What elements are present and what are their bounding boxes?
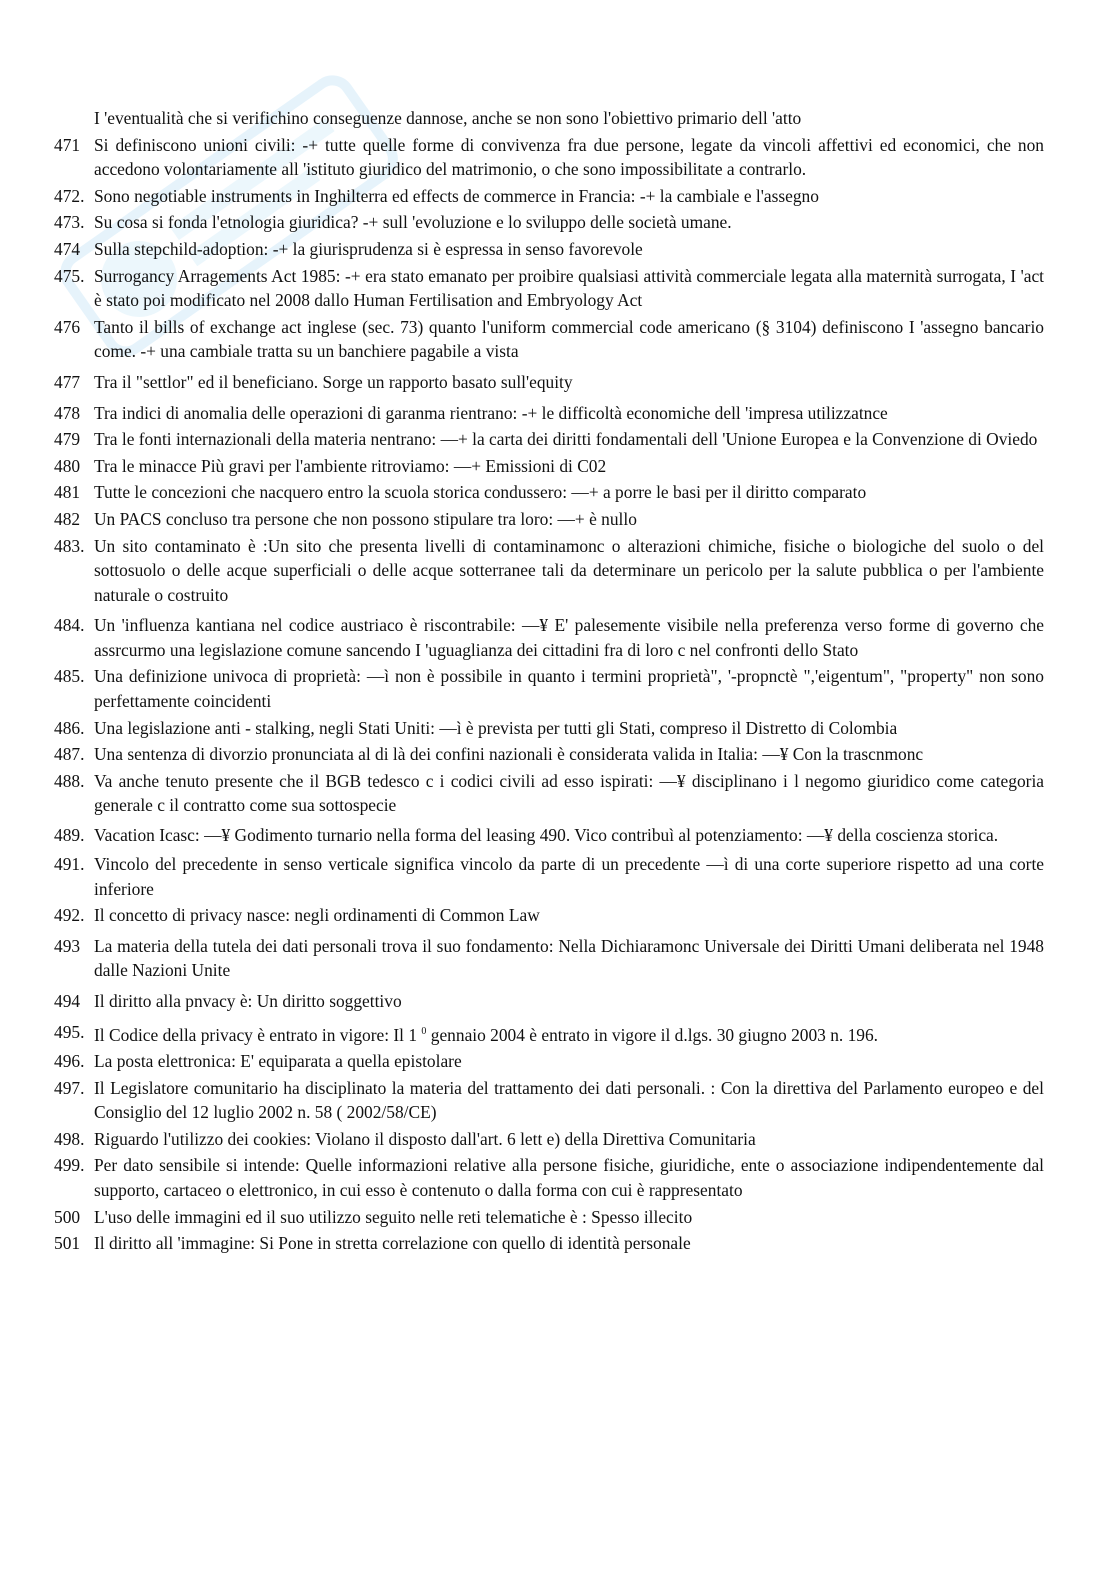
list-item <box>54 1205 1044 1230</box>
item-text: Un PACS concluso tra persone che non possono stipulare tra loro: —+ è nullo <box>94 508 637 529</box>
list-item <box>54 716 1044 741</box>
item-text: Una sentenza di divorzio pronunciata al di là dei confini nazionali è considerata valida in Italia: —¥ Con la trascnmonc <box>94 744 924 765</box>
item-text: Una definizione univoca di proprietà: —ì non è possibile in quanto i termini proprietà", '-propnctè ",'eigentum", "property" non sono perfettamente coincidenti <box>94 666 1044 712</box>
item-number: 475. <box>54 265 85 286</box>
item-text: Per dato sensibile si intende: Quelle informazioni relative alla persone fisiche, giuridiche, ente o associazione indipendentemente dal supporto, cartaceo o elettronico, in cui esso è contenuto o dalla forma con cui è rappresentato <box>94 1155 1044 1200</box>
list-item <box>54 1076 1044 1125</box>
item-text: Si definiscono unioni civili: -+ tutte quelle forme di convivenza fra due persone, legate da vincoli affettivi ed economici, che non accedono volontariamente all 'istituto giuridico del matrimonio, o che sono impossibilitate a contrarlo. <box>94 134 1044 180</box>
list-item <box>54 613 1044 662</box>
item-text: La materia della tutela dei dati personali trova il suo fondamento: Nella Dichiaramonc Universale dei Diritti Umani deliberata nel 1948 dalle Nazioni Unite <box>94 935 1044 981</box>
item-number: 471 <box>54 134 81 155</box>
list-item <box>54 664 1044 713</box>
item-text: Tra indici di anomalia delle operazioni di garanma rientrano: -+ le difficoltà economiche dell 'impresa utilizzatnce <box>94 402 888 423</box>
list-item <box>54 820 1044 850</box>
list-item <box>54 742 1044 767</box>
item-number: 493 <box>54 935 81 956</box>
item-text: L'uso delle immagini ed il suo utilizzo seguito nelle reti telematiche è : Spesso illecito <box>94 1206 693 1227</box>
item-text: Tanto il bills of exchange act inglese (sec. 73) quanto l'uniform commercial code americano (§ 3104) definiscono I 'assegno bancario come. -+ una cambiale tratta su un banchiere pagabile a vista <box>94 316 1044 362</box>
list-item <box>54 210 1044 235</box>
item-text: Un sito contaminato è :Un sito che presenta livelli di contaminamonc o alterazioni chimiche, fisiche o biologiche del suolo o del sottosuolo o delle acque superficiali o delle acque sotterranee tali da determinare un pericolo per la salute pubblica o per l'ambiente naturale o costruito <box>94 535 1044 605</box>
item-text: Una legislazione anti - stalking, negli Stati Uniti: —ì è prevista per tutti gli Stati, compreso il Distretto di Colombia <box>94 717 898 738</box>
item-text: Sono negotiable instruments in Inghilterra ed effects de commerce in Francia: -+ la cambiale e l'assegno <box>94 185 819 206</box>
superscript: 0 <box>421 1025 427 1037</box>
list-item <box>54 237 1044 262</box>
document-page <box>54 106 1044 1258</box>
list-item <box>54 903 1044 928</box>
list-item <box>54 769 1044 818</box>
item-number: 473. <box>54 212 85 233</box>
list-item <box>54 534 1044 608</box>
item-number: 499. <box>54 1155 85 1176</box>
item-text: Tutte le concezioni che nacquero entro la scuola storica condussero: —+ a porre le basi per il diritto comparato <box>94 482 867 503</box>
item-text: Sulla stepchild-adoption: -+ la giurisprudenza si è espressa in senso favorevole <box>94 238 643 259</box>
item-number: 472. <box>54 185 85 206</box>
item-number: 482 <box>54 508 81 529</box>
list-item <box>54 401 1044 426</box>
item-number: 480 <box>54 455 81 476</box>
item-text: Riguardo l'utilizzo dei cookies: Violano il disposto dall'art. 6 lett e) della Direttiva Comunitaria <box>94 1128 756 1149</box>
item-text: Surrogancy Arragements Act 1985: -+ era stato emanato per proibire qualsiasi attività commerciale legata alla maternità surrogata, I 'act è stato poi modificato nel 2008 dallo Human Fertilisation and Embryology Act <box>94 265 1044 311</box>
item-text-start: Il Codice della privacy è entrato in vigore: Il 1 <box>94 1024 422 1045</box>
item-number: 489. <box>54 825 85 846</box>
list-item <box>54 427 1044 452</box>
list-item <box>54 133 1044 182</box>
list-item <box>54 852 1044 901</box>
item-number: 484. <box>54 615 85 636</box>
item-text: Il concetto di privacy nasce: negli ordinamenti di Common Law <box>94 905 540 926</box>
item-text: Tra le minacce Più gravi per l'ambiente ritroviamo: —+ Emissioni di C02 <box>94 455 607 476</box>
list-item <box>54 264 1044 313</box>
item-number: 477 <box>54 371 81 392</box>
list-item <box>54 184 1044 209</box>
list-item <box>54 989 1044 1014</box>
item-text: Vacation Icasc: —¥ Godimento turnario nella forma del leasing 490. Vico contribuì al potenziamento: —¥ della coscienza storica. <box>94 825 999 846</box>
item-text: Vincolo del precedente in senso verticale significa vincolo da parte di un precedente —ì di una corte superiore rispetto ad una corte inferiore <box>94 854 1044 899</box>
item-text: Il diritto all 'immagine: Si Pone in stretta correlazione con quello di identità personale <box>94 1233 691 1254</box>
item-text: Un 'influenza kantiana nel codice austriaco è riscontrabile: —¥ E' palesemente visibile nella preferenza verso forme di governo che assrcurmo una legislazione comune sancendo I 'uguaglianza dei cittadini fra di loro c nel confronti dello Stato <box>94 615 1044 660</box>
list-item <box>54 1231 1044 1256</box>
list-item <box>54 1127 1044 1152</box>
list-item <box>54 315 1044 364</box>
list-item <box>54 480 1044 505</box>
item-text: Il diritto alla pnvacy è: Un diritto soggettivo <box>94 991 402 1011</box>
item-number: 485. <box>54 666 85 687</box>
item-number: 495. <box>54 1021 85 1042</box>
intro-line: I 'eventualità che si verifichino conseguenze dannose, anche se non sono l'obiettivo primario dell 'atto <box>94 108 802 128</box>
item-text: Il Legislatore comunitario ha disciplinato la materia del trattamento dei dati personali. : Con la direttiva del Parlamento europeo e del Consiglio del 12 luglio 2002 n. 58 ( 2002/58/CE) <box>94 1077 1044 1123</box>
item-number: 492. <box>54 905 85 926</box>
list-item <box>54 1020 1044 1047</box>
item-number: 496. <box>54 1050 85 1071</box>
item-number: 501 <box>54 1233 81 1254</box>
item-number: 494 <box>54 991 81 1011</box>
item-text: Tra le fonti internazionali della materia nentrano: —+ la carta dei diritti fondamentali dell 'Unione Europea e la Convenzione di Oviedo <box>94 429 1038 450</box>
item-number: 491. <box>54 854 85 875</box>
item-number: 498. <box>54 1128 85 1149</box>
item-number: 483. <box>54 535 85 556</box>
item-text <box>94 1020 1044 1047</box>
item-number: 497. <box>54 1077 85 1098</box>
item-number: 478 <box>54 402 81 423</box>
item-text: Su cosa si fonda l'etnologia giuridica? -+ sull 'evoluzione e lo sviluppo delle società umane. <box>94 212 732 233</box>
item-text-end: gennaio 2004 è entrato in vigore il d.lgs. 30 giugno 2003 n. 196. <box>426 1024 879 1045</box>
item-number: 479 <box>54 429 81 450</box>
item-number: 476 <box>54 316 81 337</box>
list-item <box>54 934 1044 983</box>
list-item <box>54 1153 1044 1202</box>
list-item <box>54 454 1044 479</box>
list-item <box>54 1049 1044 1074</box>
item-text: Tra il "settlor" ed il beneficiano. Sorge un rapporto basato sull'equity <box>94 371 573 392</box>
item-text: La posta elettronica: E' equiparata a quella epistolare <box>94 1050 462 1071</box>
item-number: 474 <box>54 238 81 259</box>
list-item <box>54 507 1044 532</box>
item-number: 481 <box>54 482 81 503</box>
list-item <box>54 370 1044 395</box>
item-number: 487. <box>54 744 85 765</box>
item-number: 488. <box>54 770 85 791</box>
item-number: 486. <box>54 717 85 738</box>
item-text: Va anche tenuto presente che il BGB tedesco c i codici civili ad esso ispirati: —¥ disciplinano i l negomo giuridico come categoria generale c il contratto come sua sottospecie <box>94 770 1044 816</box>
item-number: 500 <box>54 1206 81 1227</box>
